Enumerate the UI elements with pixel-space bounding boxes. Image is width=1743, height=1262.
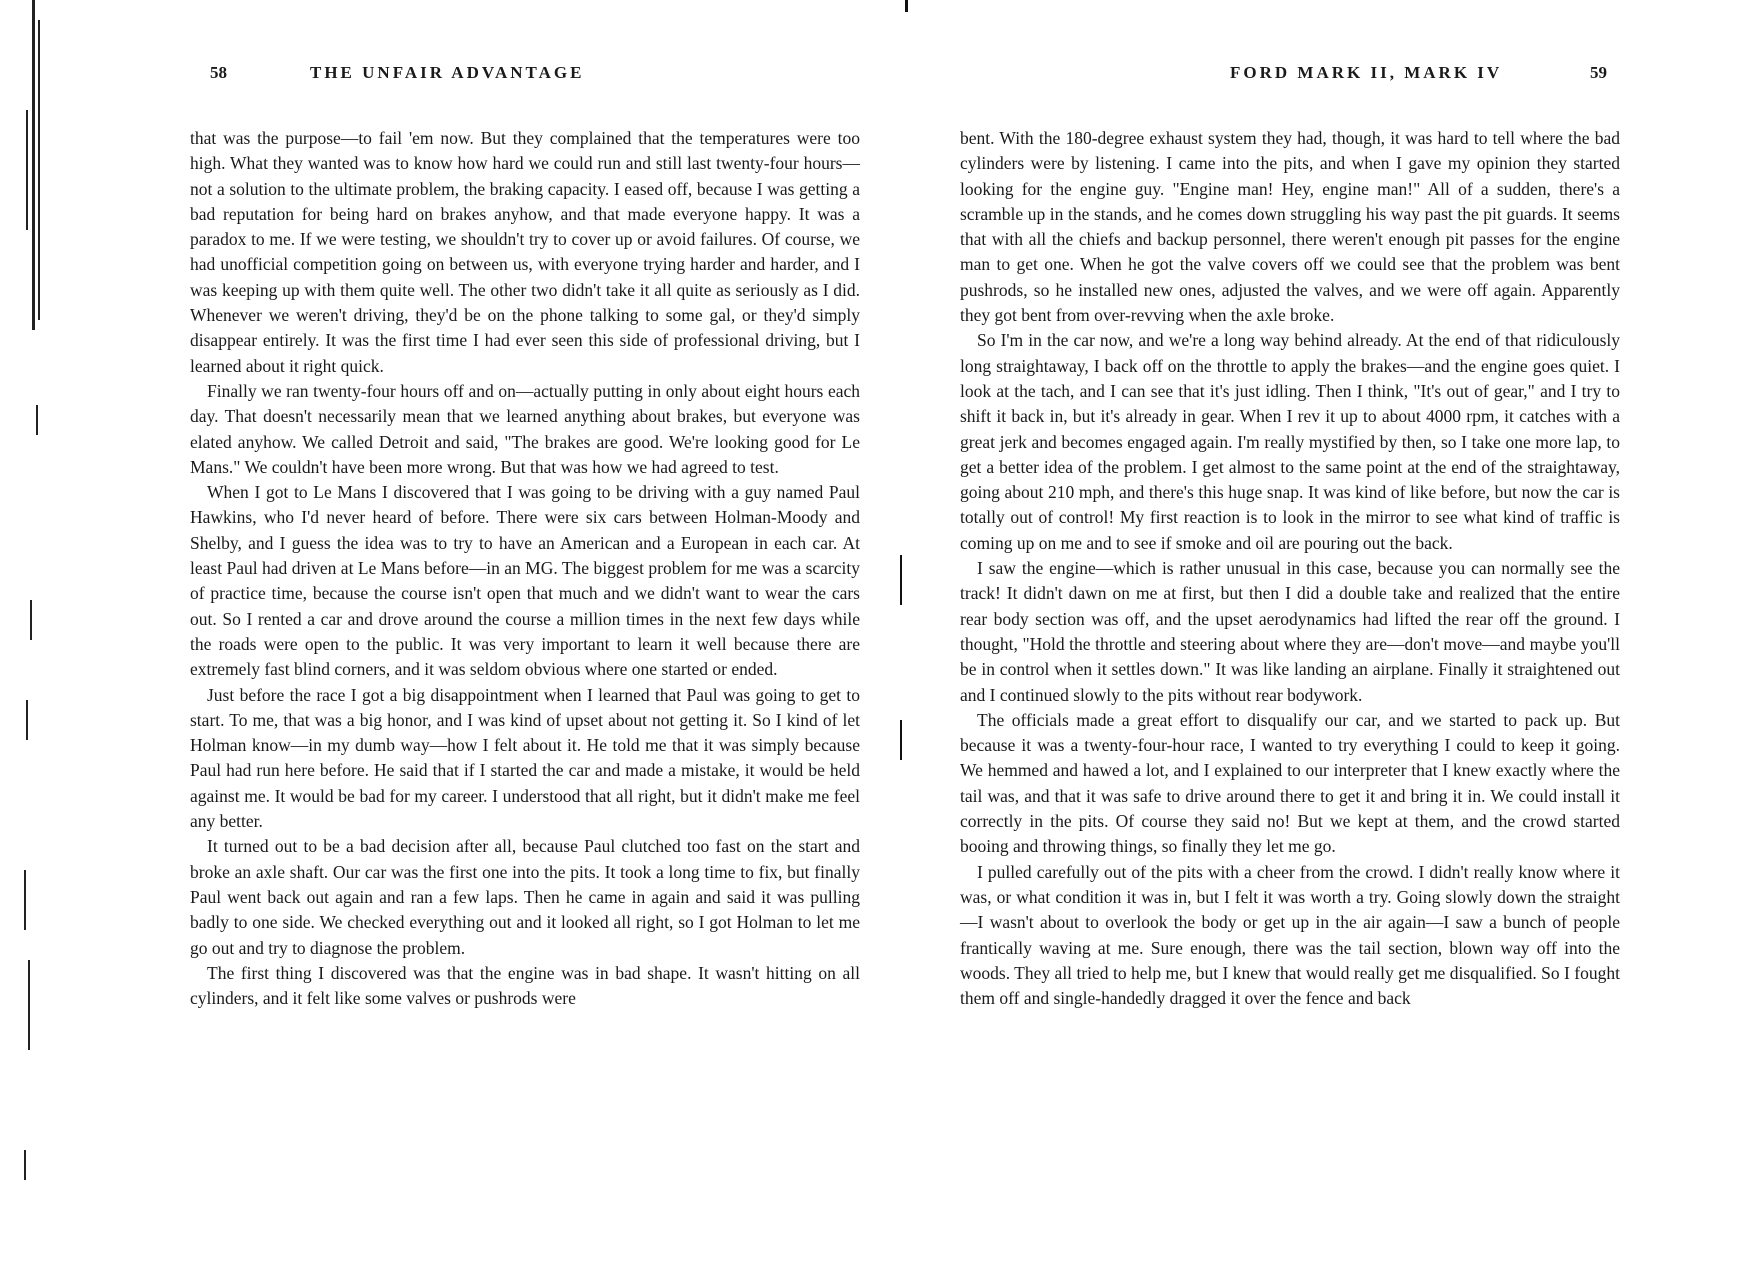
running-head: FORD MARK II, MARK IV <box>1230 63 1503 82</box>
paragraph: I pulled carefully out of the pits with a cheer from the crowd. I didn't really know where it was, or what condition it was in, but I felt it was worth a try. Going slowly down the straight—I wasn't about to overlook the body or get up in the air again—I saw a bunch of people frantically waving at me. Sure enough, there was the tail section, blown way off into the woods. They all tried to help me, but I knew that would really get me disqualified. So I fought them off and single-handedly dragged it over the fence and back <box>960 861 1620 1009</box>
gutter-artifact-2 <box>900 720 902 760</box>
paragraph: bent. With the 180-degree exhaust system they had, though, it was hard to tell where the bad cylinders were by listening. I came into the pits, and when I gave my opinion they started looking for the engine guy. "Engine man! Hey, engine man!" All of a sudden, there's a scramble up in the stands, and he comes down struggling his way past the pit guards. It seems that with all the chiefs and backup personnel, there weren't enough pit passes for the engine man to get one. When he got the valve covers off we could see that the problem was bent pushrods, so he installed new ones, adjusted the valves, and we were off again. Apparently they got bent from over-revving when the axle broke. <box>960 128 1620 326</box>
paragraph: When I got to Le Mans I discovered that I was going to be driving with a guy named Paul Hawkins, who I'd never heard of before. There were six cars between Holman-Moody and Shelby, and I guess the idea was to try to have an American and a European in each car. At least Paul had driven at Le Mans before—in an MG. The biggest problem for me was a scarcity of practice time, because the course isn't open that much and we didn't want to wear the cars out. So I rented a car and drove around the course a million times in the next few days while the roads were open to the public. It was very important to learn it well because there are extremely fast blind corners, and it was seldom obvious where one started or ended. <box>190 482 860 680</box>
paragraph: The first thing I discovered was that the engine was in bad shape. It wasn't hitting on all cylinders, and it felt like some valves or pushrods were <box>190 962 860 1009</box>
right-page-body <box>960 126 1620 1011</box>
paragraph: So I'm in the car now, and we're a long way behind already. At the end of that ridiculously long straightaway, I back off on the throttle to apply the brakes—and the engine goes quiet. I look at the tach, and I can see that it's just idling. Then I think, "It's out of gear," and I try to shift it back in, but it's already in gear. When I rev it up to about 4000 rpm, it catches with a great jerk and becomes engaged again. I'm really mystified by then, so I take one more lap, to get a better idea of the problem. I get almost to the same point at the end of the straightaway, going about 210 mph, and there's this huge snap. It was kind of like before, but now the car is totally out of control! My first reaction is to look in the mirror to see what kind of traffic is coming up on me and to see if smoke and oil are pouring out the back. <box>960 330 1620 553</box>
paragraph: The officials made a great effort to disqualify our car, and we started to pack up. But because it was a twenty-four-hour race, I wanted to try everything I could to keep it going. We hemmed and hawed a lot, and I explained to our interpreter that I knew exactly where the tail was, and that it was safe to drive around there to get it and bring it in. We could install it correctly in the pits. Of course they said no! But we kept at them, and the crowd started booing and throwing things, so finally they let me go. <box>960 709 1620 857</box>
book-gutter <box>905 0 908 12</box>
gutter-artifact <box>900 555 902 605</box>
paragraph: I saw the engine—which is rather unusual in this case, because you can normally see the track! It didn't dawn on me at first, but then I did a double take and realized that the entire rear body section was off, and the upset aerodynamics had lifted the rear off the ground. I thought, "Hold the throttle and steering about where they are—don't move—and maybe you'll be in control when it settles down." It was like landing an airplane. Finally it straightened out and I continued slowly to the pits without rear bodywork. <box>960 558 1620 705</box>
page-number: 58 <box>210 63 227 82</box>
paragraph: It turned out to be a bad decision after all, because Paul clutched too fast on the start and broke an axle shaft. Our car was the first one into the pits. It took a long time to fix, but finally Paul went back out again and ran a few laps. Then he came in again and said it was pulling badly to one side. We checked everything out and it looked all right, so I got Holman to let me go out and try to diagnose the problem. <box>190 836 860 958</box>
page-number: 59 <box>1590 63 1607 82</box>
paragraph: that was the purpose—to fail 'em now. But they complained that the temperatures were too high. What they wanted was to know how hard we could run and still last twenty-four hours—not a solution to the ultimate problem, the braking capacity. I eased off, because I was getting a bad reputation for being hard on brakes anyhow, and that made everyone happy. It was a paradox to me. If we were testing, we shouldn't try to cover up or avoid failures. Of course, we had unofficial competition going on between us, with everyone trying harder and harder, and I was keeping up with them quite well. The other two didn't take it all quite as seriously as I did. Whenever we weren't driving, they'd be on the phone talking to some gal, or they'd simply disappear entirely. It was the first time I had ever seen this side of professional driving, but I learned about it right quick. <box>190 128 860 376</box>
left-page-body <box>190 126 860 1011</box>
paragraph: Just before the race I got a big disappointment when I learned that Paul was going to get to start. To me, that was a big honor, and I was kind of upset about not getting it. So I kind of let Holman know—in my dumb way—how I felt about it. He told me that it was simply because Paul had run here before. He said that if I started the car and made a mistake, it would be held against me. It would be bad for my career. I understood that all right, but it didn't make me feel any better. <box>190 684 860 832</box>
running-head: THE UNFAIR ADVANTAGE <box>310 63 585 82</box>
paragraph: Finally we ran twenty-four hours off and on—actually putting in only about eight hours each day. That doesn't necessarily mean that we learned anything about brakes, but everyone was elated anyhow. We called Detroit and said, "The brakes are good. We're looking good for Le Mans." We couldn't have been more wrong. But that was how we had agreed to test. <box>190 380 860 477</box>
